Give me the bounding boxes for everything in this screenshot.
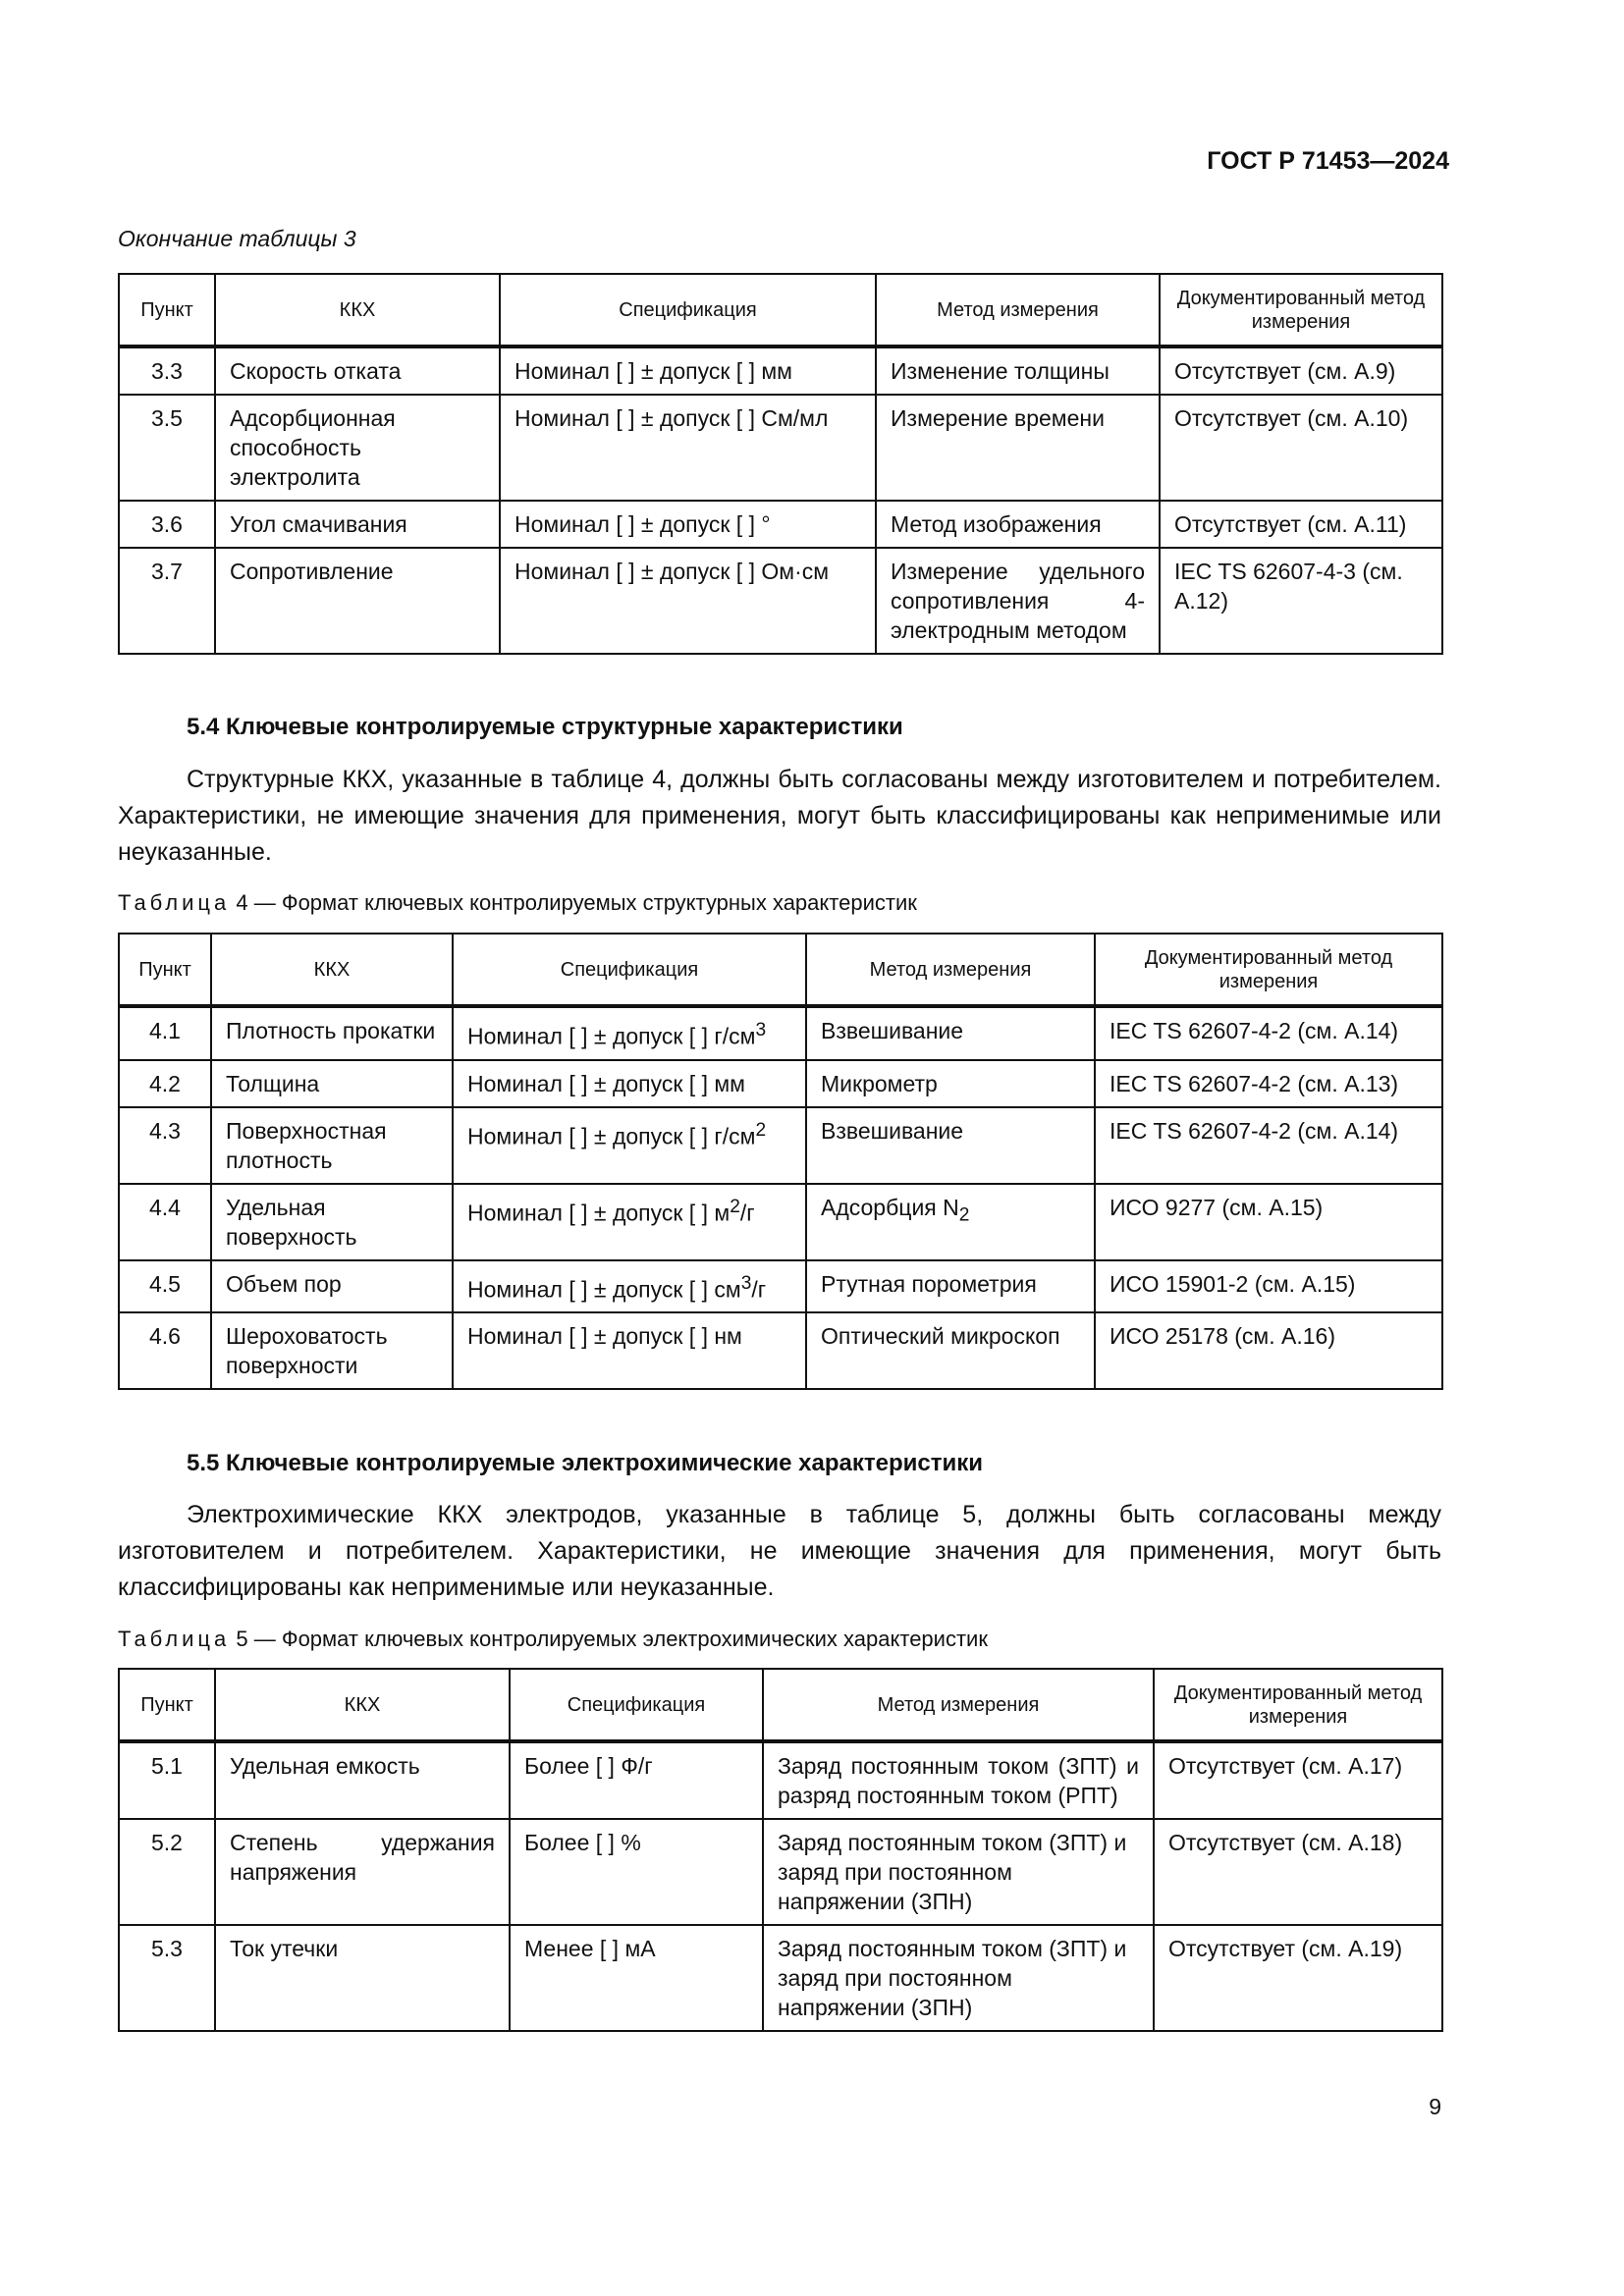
cell-doc: Отсутствует (см. А.9) (1160, 347, 1442, 395)
cell-spec: Номинал [ ] ± допуск [ ] $см^3/г$ (453, 1260, 806, 1313)
cell-doc: IEC TS 62607-4-2 (см. А.14) (1095, 1006, 1442, 1060)
table-row (119, 1741, 1442, 1819)
cell-method: Изменение толщины (876, 347, 1160, 395)
cell-kkh: Скорость отката (215, 347, 500, 395)
cell-spec: Номинал [ ] ± допуск [ ] $г/см^2$ (453, 1107, 806, 1184)
cell-num: 4.4 (119, 1184, 211, 1260)
table-row (119, 347, 1442, 395)
cell-method: Измерение удельного сопротивления 4-электродным методом (876, 548, 1160, 654)
cell-doc: Отсутствует (см. А.19) (1154, 1925, 1442, 2031)
table-row (119, 501, 1442, 548)
cell-doc: Отсутствует (см. А.18) (1154, 1819, 1442, 1925)
col-header-num: Пункт (119, 274, 215, 347)
cell-method: Заряд постоянным током (ЗПТ) и разряд постоянным током (РПТ) (763, 1741, 1154, 1819)
cell-num: 4.3 (119, 1107, 211, 1184)
table-row (119, 1107, 1442, 1184)
cell-kkh: Удельная поверхность (211, 1184, 453, 1260)
cell-kkh: Плотность прокатки (211, 1006, 453, 1060)
section-5-4-paragraph: Структурные ККХ, указанные в таблице 4, должны быть согласованы между изготовителем и потребителем. Характеристики, не имеющие значения для применения, могут быть классифицированы как неприменимые или неуказанные. (118, 766, 1441, 866)
cell-spec: Номинал [ ] ± допуск [ ] $м^2/г$ (453, 1184, 806, 1260)
cell-method: Заряд постоянным током (ЗПТ) и заряд при постоянном напряжении (ЗПН) (763, 1819, 1154, 1925)
table-row (119, 1184, 1442, 1260)
cell-doc: Отсутствует (см. А.10) (1160, 395, 1442, 501)
cell-doc: ИСО 9277 (см. А.15) (1095, 1184, 1442, 1260)
section-5-5-paragraph: Электрохимические ККХ электродов, указанные в таблице 5, должны быть согласованы между изготовителем и потребителем. Характеристики, не имеющие значения для применения, могут быть классифицированы как неприменимые или неуказанные. (118, 1501, 1441, 1601)
table-5 (118, 1668, 1443, 2032)
cell-doc: IEC TS 62607-4-2 (см. А.13) (1095, 1060, 1442, 1107)
cell-method: Метод изображения (876, 501, 1160, 548)
table-row (119, 1260, 1442, 1313)
cell-kkh: Адсорбционная способность электролита (215, 395, 500, 501)
cell-kkh: Удельная емкость (215, 1741, 510, 1819)
table3-caption: Окончание таблицы 3 (118, 226, 356, 251)
col-header-method: Метод измерения (876, 274, 1160, 347)
cell-num: 4.6 (119, 1312, 211, 1389)
cell-num: 3.3 (119, 347, 215, 395)
cell-num: 4.1 (119, 1006, 211, 1060)
cell-doc: Отсутствует (см. А.17) (1154, 1741, 1442, 1819)
table-4 (118, 933, 1443, 1390)
cell-method: Ртутная порометрия (806, 1260, 1095, 1313)
cell-kkh: Поверхностная плотность (211, 1107, 453, 1184)
cell-num: 5.3 (119, 1925, 215, 2031)
cell-spec: Номинал [ ] ± допуск [ ] См/мл (500, 395, 876, 501)
cell-num: 4.2 (119, 1060, 211, 1107)
cell-method: Измерение времени (876, 395, 1160, 501)
col-header-doc: Документированный метод измерения (1154, 1669, 1442, 1741)
cell-num: 5.2 (119, 1819, 215, 1925)
cell-kkh: Угол смачивания (215, 501, 500, 548)
cell-method: Адсорбция $N_2$ (806, 1184, 1095, 1260)
cell-method: Оптический микроскоп (806, 1312, 1095, 1389)
cell-num: 4.5 (119, 1260, 211, 1313)
cell-num: 3.6 (119, 501, 215, 548)
cell-doc: Отсутствует (см. А.11) (1160, 501, 1442, 548)
table4-caption-text: 4 — Формат ключевых контролируемых структурных характеристик (236, 890, 917, 915)
table4-caption-label: Таблица (118, 890, 231, 915)
col-header-num: Пункт (119, 934, 211, 1006)
cell-num: 5.1 (119, 1741, 215, 1819)
section-5-5-heading: 5.5 Ключевые контролируемые электрохимические характеристики (187, 1450, 984, 1476)
col-header-kkh: ККХ (215, 274, 500, 347)
cell-spec: Номинал [ ] ± допуск [ ] Ом·см (500, 548, 876, 654)
col-header-num: Пункт (119, 1669, 215, 1741)
cell-spec: Номинал [ ] ± допуск [ ] мм (453, 1060, 806, 1107)
cell-doc: IEC TS 62607-4-2 (см. А.14) (1095, 1107, 1442, 1184)
cell-method: Микрометр (806, 1060, 1095, 1107)
cell-doc: ИСО 25178 (см. А.16) (1095, 1312, 1442, 1389)
table-row (119, 1060, 1442, 1107)
cell-num: 3.5 (119, 395, 215, 501)
table-row (119, 1312, 1442, 1389)
cell-num: 3.7 (119, 548, 215, 654)
cell-method: Взвешивание (806, 1006, 1095, 1060)
cell-spec: Более [ ] Ф/г (510, 1741, 763, 1819)
table-row (119, 1925, 1442, 2031)
cell-spec: Менее [ ] мА (510, 1925, 763, 2031)
cell-spec: Номинал [ ] ± допуск [ ] нм (453, 1312, 806, 1389)
col-header-method: Метод измерения (763, 1669, 1154, 1741)
table-row (119, 1006, 1442, 1060)
col-header-kkh: ККХ (215, 1669, 510, 1741)
cell-doc: IEC TS 62607-4-3 (см. А.12) (1160, 548, 1442, 654)
cell-kkh: Степень удержания напряжения (215, 1819, 510, 1925)
cell-doc: ИСО 15901-2 (см. А.15) (1095, 1260, 1442, 1313)
cell-kkh: Ток утечки (215, 1925, 510, 2031)
cell-kkh: Сопротивление (215, 548, 500, 654)
col-header-spec: Спецификация (500, 274, 876, 347)
cell-spec: Номинал [ ] ± допуск [ ] мм (500, 347, 876, 395)
document-id: ГОСТ Р 71453—2024 (1207, 147, 1449, 175)
col-header-spec: Спецификация (510, 1669, 763, 1741)
cell-kkh: Объем пор (211, 1260, 453, 1313)
table5-caption-label: Таблица (118, 1627, 231, 1651)
cell-kkh: Шероховатость поверхности (211, 1312, 453, 1389)
page-number: 9 (1429, 2094, 1441, 2119)
col-header-method: Метод измерения (806, 934, 1095, 1006)
table5-caption-text: 5 — Формат ключевых контролируемых электрохимических характеристик (236, 1627, 988, 1651)
table-row (119, 395, 1442, 501)
table4-caption (118, 890, 917, 916)
section-5-4-heading: 5.4 Ключевые контролируемые структурные характеристики (187, 714, 903, 740)
col-header-kkh: ККХ (211, 934, 453, 1006)
cell-spec: Номинал [ ] ± допуск [ ] $г/см^3$ (453, 1006, 806, 1060)
table-row (119, 1819, 1442, 1925)
table5-caption (118, 1627, 988, 1652)
cell-kkh: Толщина (211, 1060, 453, 1107)
table-3 (118, 273, 1443, 655)
col-header-doc: Документированный метод измерения (1160, 274, 1442, 347)
cell-method: Взвешивание (806, 1107, 1095, 1184)
col-header-doc: Документированный метод измерения (1095, 934, 1442, 1006)
cell-spec: Номинал [ ] ± допуск [ ] ° (500, 501, 876, 548)
cell-method: Заряд постоянным током (ЗПТ) и заряд при постоянном напряжении (ЗПН) (763, 1925, 1154, 2031)
col-header-spec: Спецификация (453, 934, 806, 1006)
cell-spec: Более [ ] % (510, 1819, 763, 1925)
table-row (119, 548, 1442, 654)
